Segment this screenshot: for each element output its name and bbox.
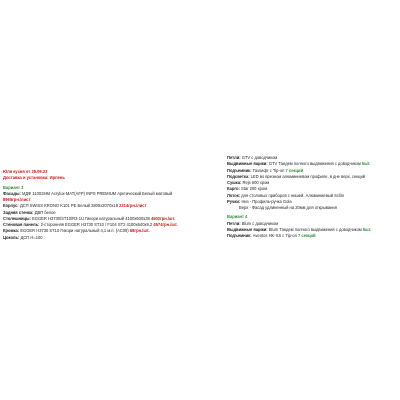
document-date: Юля кухня от 25.09.23 (3, 169, 48, 174)
back-panel-label: Задняя стенка: (3, 209, 34, 215)
wall-panel-label: Стеновая панель: (3, 222, 40, 228)
drawers-count: 5шт. (361, 161, 371, 167)
variant-4-title: Вариант 4 (227, 214, 248, 220)
plinth-row (3, 235, 219, 241)
handles-top-text: Верх - Фасад удлиненный на 20мм для открывания (239, 205, 337, 210)
delivery-line: Доставка и установка: Ирпень (3, 175, 65, 181)
facade-label: Фасады: (3, 190, 21, 196)
edge-label: Кромка: (3, 228, 20, 234)
facade-price: 8965грн./лист (3, 197, 31, 203)
right-column (227, 155, 399, 239)
body-text: ДСП SWISS KRONO K101 PE Белый 2800х2070х18 (19, 203, 118, 209)
hinges-text: GTV с доводчиком (241, 155, 278, 160)
dryer-label: Сушка: (227, 180, 242, 185)
dryer-text: Rejs 600 хром (242, 180, 270, 185)
drawers-text: GTV Тандем полного выдвижения с доводчиком (268, 161, 361, 167)
tray-text: для столовых приборов с нишей: (241, 192, 305, 198)
wall-panel-price: 4574грн./шт. (153, 222, 178, 228)
v4-hinges-label: Петли: (227, 220, 241, 226)
lift-label: Подъемник: (227, 167, 252, 173)
back-panel-text: ДВП белое (34, 209, 56, 215)
countertop-price: 4502грн./шт. (150, 215, 176, 221)
left-column (3, 169, 219, 241)
variant-3-title: Вариант 3 (3, 184, 24, 190)
body-price: 2314грн./лист (119, 203, 147, 209)
handles-top-row (227, 205, 399, 211)
handles-label: Ручки: (227, 198, 241, 204)
v4-drawers-label: Выдвижные ящики: (227, 226, 268, 232)
edge-text: EGGER H3730 ST10 Гикори натуральный 4,1 м.п. (АС09) (20, 228, 129, 234)
hinges-label: Петли: (227, 155, 241, 160)
v4-lift-text: Aventos HK-XS с Tip-on (252, 233, 297, 239)
edge-price: 68грн./шт. (129, 228, 150, 234)
plinth-text: ДСП Н=100 (20, 234, 43, 240)
lift-count: 7 секций (285, 167, 304, 173)
plinth-label: Цоколь: (3, 234, 20, 240)
countertop-text: EGGER H3730/ST10/R3-1U Гикори натуральный 4100х600х38 (32, 215, 150, 221)
cargo-text: Star 200 хром (240, 186, 268, 192)
countertop-label: Столешницы: (3, 215, 31, 221)
v4-drawers-text: Blum Тандем полного выдвижения с доводчиком (268, 226, 362, 232)
facade-text: МДФ 1100ЗНМ Acrylux-MAT(AFP) INPS PREMIUM Арктический Белый матовый (21, 190, 173, 196)
v4-drawers-count: 5шт. (362, 226, 372, 232)
cargo-label: Карго: (227, 186, 240, 192)
lighting-text: LED во врезном алюминиевом профиле, в дне верх. секций (250, 173, 366, 179)
lift-text: Газлифт с Tip-on (252, 167, 285, 173)
v4-lift-label: Подъемник: (227, 233, 252, 239)
tray-label: Лоток: (227, 192, 241, 198)
v4-lift-count: 7 секций (298, 233, 316, 239)
v4-lift-row (227, 233, 399, 239)
lighting-label: Подсветка: (227, 173, 250, 179)
body-label: Корпус: (3, 203, 19, 209)
drawers-label: Выдвижные ящики: (227, 161, 268, 167)
wall-panel-text: 2-сторонняя EGGER H3730 ST10 / F104 ST2 4100х640х9,2 (40, 222, 153, 228)
handles-text: Низ - Профиль-ручка Gola (241, 198, 292, 204)
v4-hinges-text: Blum с доводчиком (241, 220, 279, 226)
tray-value: Алюминиевый Sclim (305, 192, 345, 198)
